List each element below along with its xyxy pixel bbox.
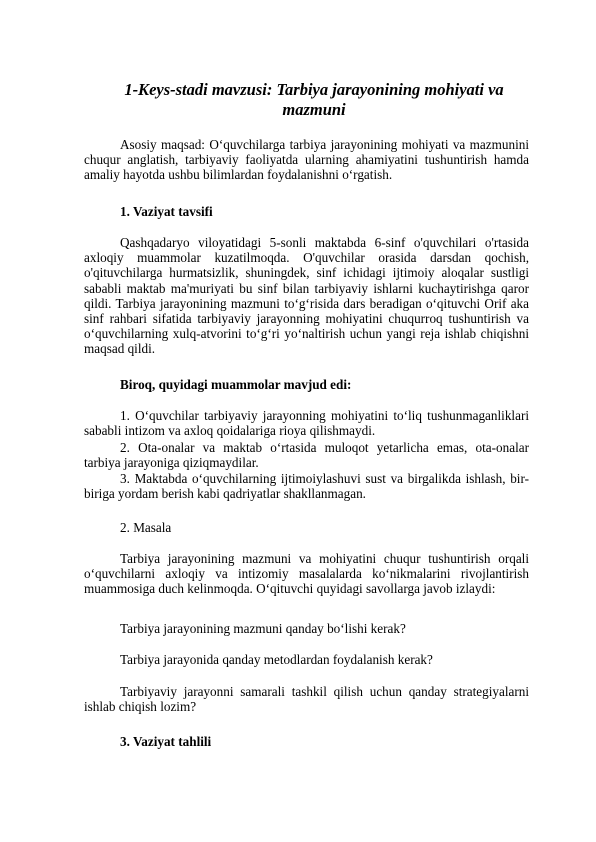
question-3: Tarbiyaviy jarayonni samarali tashkil qilish uchun qanday strategiyalarni ishlab chiqish lozim? [84, 684, 529, 715]
section-2-paragraph: Tarbiya jarayonining mazmuni va mohiyatini chuqur tushuntirish orqali o‘quvchilarni axloqiy va intizomiy masalalarda ko‘nikmalarini rivojlantirish muammosiga duch kelinmoqda. O‘qituvchi quyidagi savollarga javob izlaydi: [84, 551, 529, 597]
problems-heading: Biroq, quyidagi muammolar mavjud edi: [120, 377, 352, 392]
title-line-1: 1-Keys-stadi mavzusi: Tarbiya jarayonining mohiyati va [124, 80, 504, 99]
problem-item-1: 1. O‘quvchilar tarbiyaviy jarayonning mohiyatini to‘liq tushunmaganliklari sababli intizom va axloq qoidalariga rioya qilishmaydi. [84, 408, 529, 439]
section-1-heading: 1. Vaziyat tavsifi [120, 204, 213, 219]
section-1-paragraph: Qashqadaryo viloyatidagi 5-sonli maktabda 6-sinf o'quvchilari o'rtasida axloqiy muammolar kuzatilmoqda. O'quvchilar orasida darsdan qochish, o'qituvchilarga hurmatsizlik, shuningdek, sinf ichidagi ijtimoiy aloqalar sustligi sababli maktab ma'muriyati bu sinf bilan tarbiyaviy ishlarni kuchaytirishga qaror qildi. Tarbiya jarayonining mazmuni to‘g‘risida dars beradigan o‘qituvchi Orif aka sinf rahbari sifatida tarbiyaviy jarayonning mohiyatini chuqurroq tushuntirish va o‘quvchilarning xulq-atvorini to‘g‘ri yo‘naltirish uchun yangi reja ishlab chiqishni maqsad qildi. [84, 235, 529, 357]
section-2-heading: 2. Masala [120, 520, 172, 535]
title-line-2: mazmuni [282, 100, 346, 119]
document-title [84, 80, 544, 120]
question-2: Tarbiya jarayonida qanday metodlardan foydalanish kerak? [120, 652, 433, 667]
problem-item-3: 3. Maktabda o‘quvchilarning ijtimoiylashuvi sust va birgalikda ishlash, bir-biriga yordam berish kabi qadriyatlar shakllanmagan. [84, 471, 529, 502]
section-3-heading: 3. Vaziyat tahlili [120, 734, 212, 749]
problem-item-2: 2. Ota-onalar va maktab o‘rtasida muloqot yetarlicha emas, ota-onalar tarbiya jarayoniga qiziqmaydilar. [84, 440, 529, 471]
intro-paragraph: Asosiy maqsad: O‘quvchilarga tarbiya jarayonining mohiyati va mazmunini chuqur anglatish, tarbiyaviy faoliyatda ularning ahamiyatini tushuntirish hamda amaliy hayotda ushbu bilimlardan foydalanishni o‘rgatish. [84, 137, 529, 183]
question-1: Tarbiya jarayonining mazmuni qanday bo‘lishi kerak? [120, 621, 406, 636]
